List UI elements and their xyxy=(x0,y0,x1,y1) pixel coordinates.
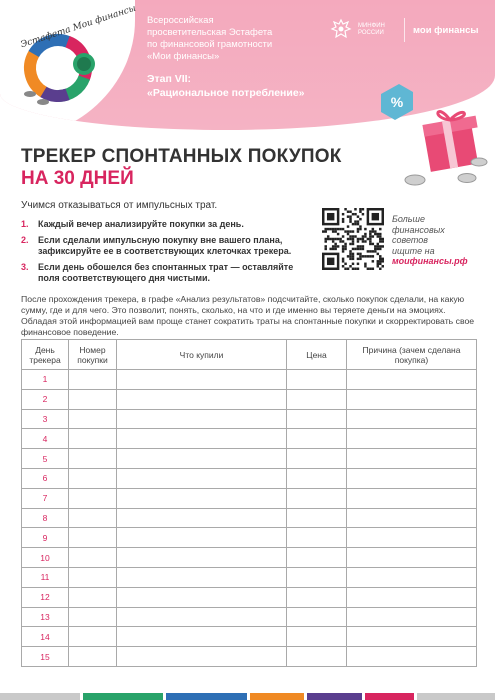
purchase-number-cell[interactable] xyxy=(69,647,117,667)
what-bought-cell[interactable] xyxy=(117,647,287,667)
header-divider xyxy=(404,18,405,42)
eagle-emblem-icon xyxy=(330,18,352,42)
reason-cell[interactable] xyxy=(347,468,477,488)
day-number: 2 xyxy=(22,389,69,409)
table-row xyxy=(22,508,477,528)
purchase-number-cell[interactable] xyxy=(69,528,117,548)
table-row xyxy=(22,528,477,548)
org-line: по финансовой грамотности xyxy=(147,39,273,50)
table-row xyxy=(22,468,477,488)
price-cell[interactable] xyxy=(287,567,347,587)
coin-icon xyxy=(471,158,487,166)
price-cell[interactable] xyxy=(287,468,347,488)
instruction-step xyxy=(21,235,301,257)
footer-bar xyxy=(417,693,495,700)
price-cell[interactable] xyxy=(287,587,347,607)
price-cell[interactable] xyxy=(287,429,347,449)
percent-tag-label: % xyxy=(390,94,404,110)
what-bought-cell[interactable] xyxy=(117,449,287,469)
what-bought-cell[interactable] xyxy=(117,567,287,587)
tracker-body xyxy=(22,370,477,667)
purchase-number-cell[interactable] xyxy=(69,370,117,390)
table-header-row xyxy=(22,340,477,370)
table-row xyxy=(22,429,477,449)
stage-line: «Рациональное потребление» xyxy=(147,87,305,99)
qr-note xyxy=(392,214,468,267)
header-reason: Причина (зачем сделана покупка) xyxy=(347,340,477,370)
percent-tag-icon xyxy=(381,84,413,120)
price-cell[interactable] xyxy=(287,449,347,469)
what-bought-cell[interactable] xyxy=(117,587,287,607)
purchase-number-cell[interactable] xyxy=(69,548,117,568)
what-bought-cell[interactable] xyxy=(117,468,287,488)
table-row xyxy=(22,488,477,508)
table-row xyxy=(22,548,477,568)
table-row xyxy=(22,627,477,647)
day-number: 14 xyxy=(22,627,69,647)
table-row xyxy=(22,647,477,667)
header-purchase-number: Номер покупки xyxy=(69,340,117,370)
table-row xyxy=(22,607,477,627)
table-row xyxy=(22,370,477,390)
qr-note-line: Больше xyxy=(392,214,425,224)
reason-cell[interactable] xyxy=(347,370,477,390)
instruction-step xyxy=(21,219,301,230)
page-title: ТРЕКЕР СПОНТАННЫХ ПОКУПОК xyxy=(21,146,342,167)
reason-cell[interactable] xyxy=(347,647,477,667)
reason-cell[interactable] xyxy=(347,567,477,587)
reason-cell[interactable] xyxy=(347,607,477,627)
day-number: 5 xyxy=(22,449,69,469)
what-bought-cell[interactable] xyxy=(117,389,287,409)
brand-label: мои финансы xyxy=(413,25,479,36)
what-bought-cell[interactable] xyxy=(117,429,287,449)
purchase-number-cell[interactable] xyxy=(69,587,117,607)
step-number: 3. xyxy=(21,262,29,272)
org-line: «Мои финансы» xyxy=(147,51,220,62)
subtitle: Учимся отказываться от импульсных трат. xyxy=(21,200,218,211)
what-bought-cell[interactable] xyxy=(117,488,287,508)
minfin-logo xyxy=(330,18,385,42)
footer-color-bars xyxy=(0,693,495,700)
instruction-list xyxy=(21,219,301,289)
estafeta-logo xyxy=(8,3,138,108)
footer-bar xyxy=(307,693,363,700)
what-bought-cell[interactable] xyxy=(117,548,287,568)
price-cell[interactable] xyxy=(287,548,347,568)
org-line: просветительская Эстафета xyxy=(147,27,273,38)
qr-note-line: финансовых xyxy=(392,224,445,235)
step-number: 1. xyxy=(21,219,29,229)
what-bought-cell[interactable] xyxy=(117,409,287,429)
price-cell[interactable] xyxy=(287,528,347,548)
header-price: Цена xyxy=(287,340,347,370)
site-link[interactable]: моифинансы.рф xyxy=(392,256,468,266)
table-row xyxy=(22,389,477,409)
purchase-number-cell[interactable] xyxy=(69,389,117,409)
footer-bar xyxy=(0,693,80,700)
table-row xyxy=(22,587,477,607)
reason-cell[interactable] xyxy=(347,528,477,548)
what-bought-cell[interactable] xyxy=(117,508,287,528)
day-number: 15 xyxy=(22,647,69,667)
step-text: Если сделали импульсную покупку вне вашего плана, зафиксируйте ее в соответствующих клеточках трекера. xyxy=(38,235,292,256)
minfin-line: МИНФИН xyxy=(358,23,385,29)
qr-note-line: советов xyxy=(392,235,429,245)
day-number: 10 xyxy=(22,548,69,568)
table-row xyxy=(22,567,477,587)
gift-decoration xyxy=(375,80,495,195)
what-bought-cell[interactable] xyxy=(117,370,287,390)
purchase-number-cell[interactable] xyxy=(69,429,117,449)
coin-icon xyxy=(458,174,476,183)
day-number: 4 xyxy=(22,429,69,449)
reason-cell[interactable] xyxy=(347,449,477,469)
day-number: 7 xyxy=(22,488,69,508)
qr-code-icon[interactable] xyxy=(322,208,384,270)
footer-bar xyxy=(365,693,414,700)
day-number: 6 xyxy=(22,468,69,488)
price-cell[interactable] xyxy=(287,409,347,429)
header-day: День трекера xyxy=(22,340,69,370)
purchase-number-cell[interactable] xyxy=(69,567,117,587)
day-number: 12 xyxy=(22,587,69,607)
page-title-accent: НА 30 ДНЕЙ xyxy=(21,168,134,189)
price-cell[interactable] xyxy=(287,647,347,667)
what-bought-cell[interactable] xyxy=(117,528,287,548)
reason-cell[interactable] xyxy=(347,508,477,528)
purchase-number-cell[interactable] xyxy=(69,508,117,528)
day-number: 3 xyxy=(22,409,69,429)
step-text: Если день обошелся без спонтанных трат — оставляйте поля соответствующего дня чистыми. xyxy=(38,262,294,283)
purchase-number-cell[interactable] xyxy=(69,627,117,647)
table-row xyxy=(22,449,477,469)
footer-bar xyxy=(166,693,246,700)
what-bought-cell[interactable] xyxy=(117,627,287,647)
day-number: 11 xyxy=(22,567,69,587)
what-bought-cell[interactable] xyxy=(117,607,287,627)
gift-box-icon xyxy=(422,112,478,172)
coin-icon xyxy=(405,175,425,185)
purchase-number-cell[interactable] xyxy=(69,449,117,469)
step-text: Каждый вечер анализируйте покупки за день. xyxy=(38,219,244,229)
day-number: 13 xyxy=(22,607,69,627)
day-number: 8 xyxy=(22,508,69,528)
footer-bar xyxy=(250,693,304,700)
price-cell[interactable] xyxy=(287,370,347,390)
instruction-step xyxy=(21,262,301,284)
reason-cell[interactable] xyxy=(347,627,477,647)
price-cell[interactable] xyxy=(287,607,347,627)
purchase-number-cell[interactable] xyxy=(69,409,117,429)
reason-cell[interactable] xyxy=(347,488,477,508)
reason-cell[interactable] xyxy=(347,548,477,568)
minfin-line: РОССИИ xyxy=(358,30,384,36)
footer-bar xyxy=(83,693,163,700)
logo-ring-icon xyxy=(8,8,126,108)
step-number: 2. xyxy=(21,235,29,245)
results-paragraph: После прохождения трекера, в графе «Анализ результатов» подсчитайте, сколько покупок сделали, на какую сумму, где и для чего. Это позволит, понять, сколько, на что и где именно вы теряете деньги на эмоциях. Обладая этой информацией вам проще станет сократить траты на спонтанные покупки и скорректировать свое финансовое поведение. xyxy=(21,294,475,337)
reason-cell[interactable] xyxy=(347,389,477,409)
purchase-number-cell[interactable] xyxy=(69,488,117,508)
tracker-table xyxy=(21,339,477,667)
logo-arc-text: Эстафета Мои финансы xyxy=(19,3,138,51)
header-what-bought: Что купили xyxy=(117,340,287,370)
table-row xyxy=(22,409,477,429)
price-cell[interactable] xyxy=(287,389,347,409)
stage-line: Этап VII: xyxy=(147,73,192,85)
org-line: Всероссийская xyxy=(147,15,214,26)
price-cell[interactable] xyxy=(287,508,347,528)
purchase-number-cell[interactable] xyxy=(69,607,117,627)
reason-cell[interactable] xyxy=(347,409,477,429)
day-number: 1 xyxy=(22,370,69,390)
qr-note-line: ищите на xyxy=(392,245,435,256)
reason-cell[interactable] xyxy=(347,587,477,607)
price-cell[interactable] xyxy=(287,488,347,508)
purchase-number-cell[interactable] xyxy=(69,468,117,488)
price-cell[interactable] xyxy=(287,627,347,647)
reason-cell[interactable] xyxy=(347,429,477,449)
day-number: 9 xyxy=(22,528,69,548)
